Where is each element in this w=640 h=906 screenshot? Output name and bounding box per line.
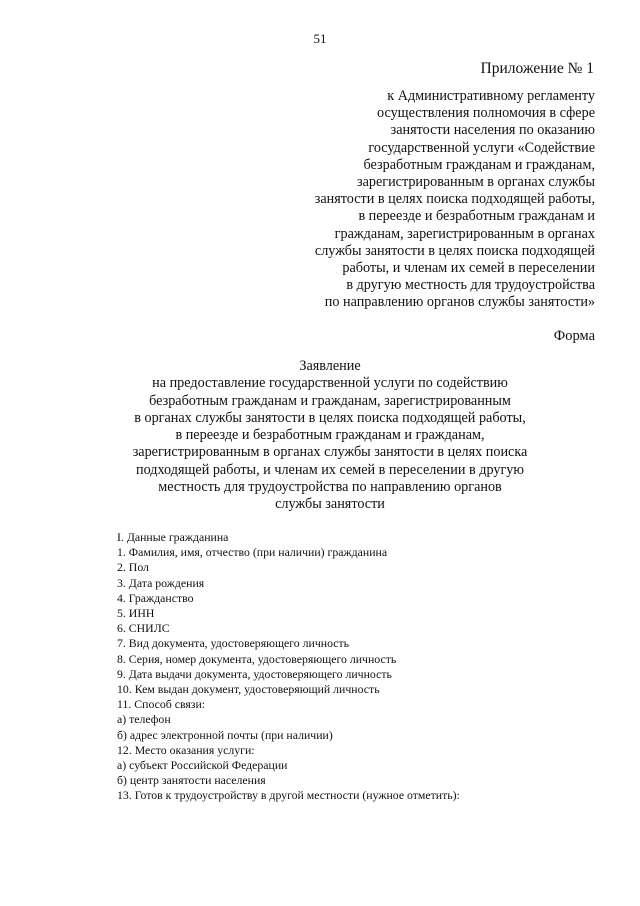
appendix-line: зарегистрированным в органах службы: [356, 174, 595, 191]
field-subitem: а) телефон: [117, 712, 171, 727]
field-item: 2. Пол: [117, 560, 149, 575]
appendix-line: гражданам, зарегистрированным в органах: [334, 225, 595, 242]
applicant-fields-list: [117, 530, 460, 804]
statement-line: в переезде и безработным гражданам и гражданам,: [175, 427, 485, 444]
statement-title: [0, 358, 640, 514]
appendix-line: занятости в целях поиска подходящей работы,: [314, 191, 595, 208]
field-item: 9. Дата выдачи документа, удостоверяющего личность: [117, 666, 392, 681]
appendix-line: безработным гражданам и гражданам,: [363, 156, 595, 173]
page-number: 51: [313, 31, 327, 46]
appendix-line: в переезде и безработным гражданам и: [358, 208, 595, 225]
appendix-reference: [235, 88, 595, 312]
field-item: 5. ИНН: [117, 606, 155, 621]
appendix-line: в другую местность для трудоустройства: [346, 277, 595, 294]
field-item: 3. Дата рождения: [117, 575, 205, 590]
statement-line: безработным гражданам и гражданам, зарегистрированным: [149, 392, 511, 409]
field-item: 1. Фамилия, имя, отчество (при наличии) гражданина: [117, 545, 388, 560]
section-heading: I. Данные гражданина: [117, 530, 229, 544]
appendix-title: Приложение № 1: [480, 60, 594, 77]
appendix-line: службы занятости в целях поиска подходящей: [314, 242, 595, 259]
appendix-line: к Административному регламенту: [387, 88, 595, 104]
statement-line: в органах службы занятости в целях поиска подходящей работы,: [134, 409, 526, 426]
statement-heading: Заявление: [299, 358, 361, 374]
statement-line: подходящей работы, и членам их семей в переселении в другую: [136, 461, 524, 478]
field-item: 4. Гражданство: [117, 590, 194, 605]
appendix-line: государственной услуги «Содействие: [368, 139, 595, 156]
field-item: 8. Серия, номер документа, удостоверяющего личность: [117, 651, 397, 666]
field-item: 13. Готов к трудоустройству в другой местности (нужное отметить):: [117, 788, 460, 803]
statement-line: зарегистрированным в органах службы занятости в целях поиска: [132, 444, 528, 461]
field-item: 6. СНИЛС: [117, 621, 170, 636]
appendix-line: работы, и членам их семей в переселении: [342, 260, 595, 277]
appendix-line: по направлению органов службы занятости»: [324, 294, 595, 311]
field-subitem: а) субъект Российской Федерации: [117, 758, 288, 773]
statement-line: местность для трудоустройства по направлению органов: [158, 479, 502, 496]
field-item: 12. Место оказания услуги:: [117, 742, 255, 757]
appendix-line: осуществления полномочия в сфере: [377, 105, 595, 122]
field-item: 11. Способ связи:: [117, 697, 206, 712]
statement-line: на предоставление государственной услуги по содействию: [152, 375, 508, 392]
appendix-line: занятости населения по оказанию: [390, 122, 595, 139]
field-subitem: б) адрес электронной почты (при наличии): [117, 727, 333, 742]
form-label: Форма: [553, 328, 595, 344]
field-item: 7. Вид документа, удостоверяющего личность: [117, 636, 350, 651]
field-item: 10. Кем выдан документ, удостоверяющий личность: [117, 682, 380, 697]
field-subitem: б) центр занятости населения: [117, 773, 266, 788]
statement-line: службы занятости: [275, 496, 385, 513]
